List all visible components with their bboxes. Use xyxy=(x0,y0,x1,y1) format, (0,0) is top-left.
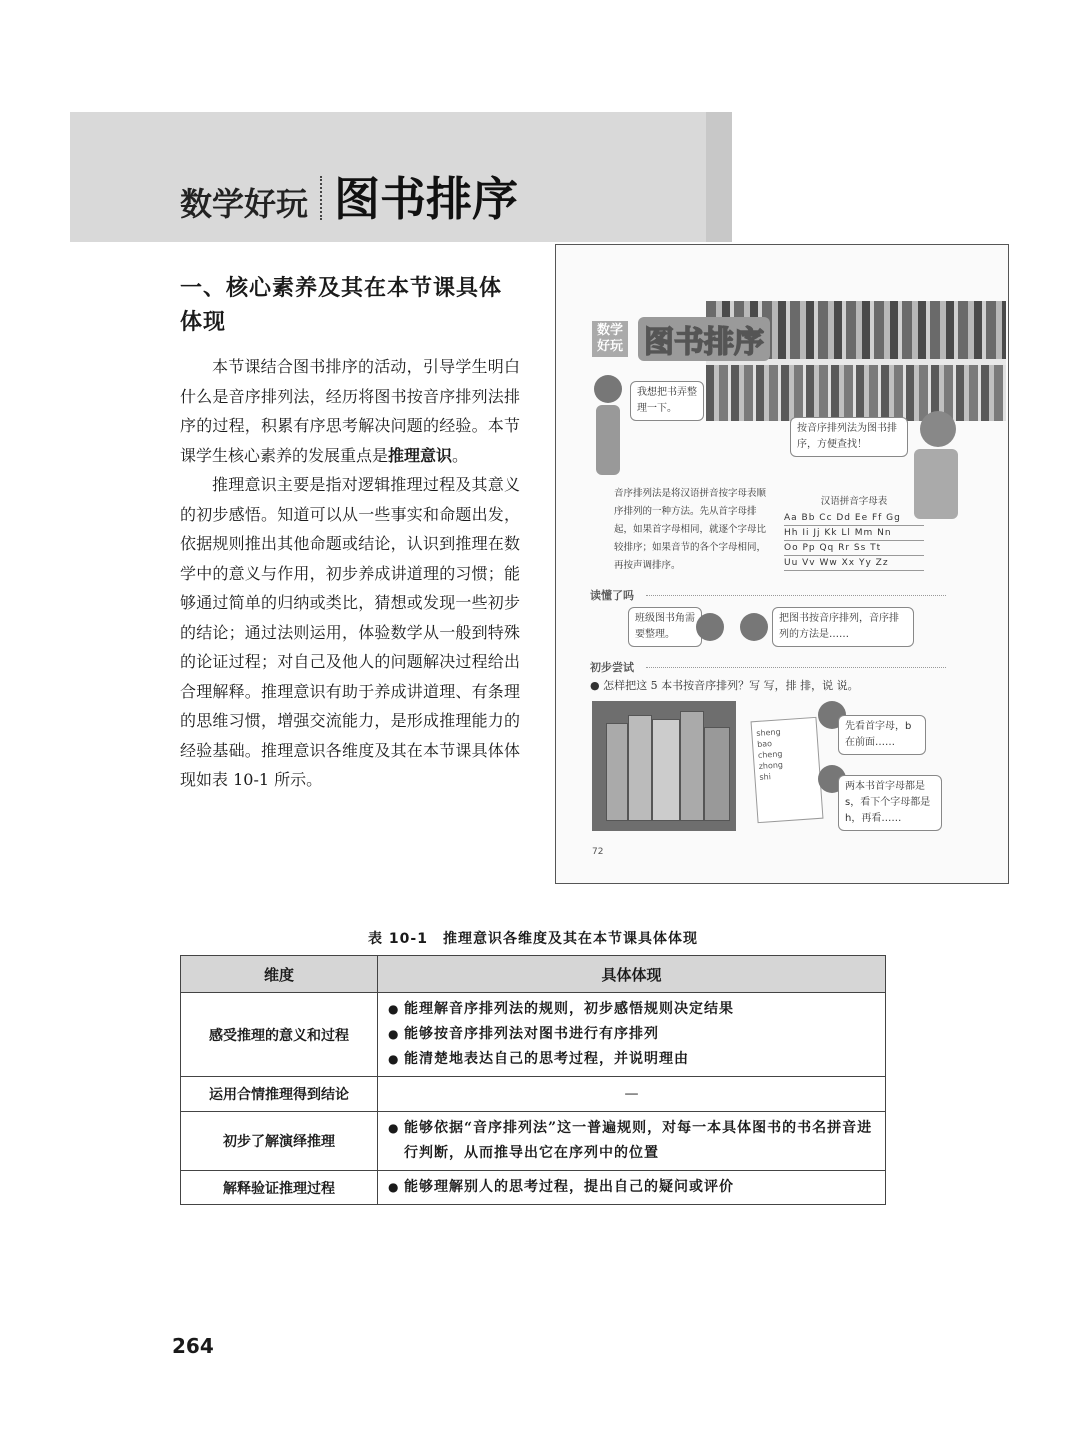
paragraph-2: 推理意识主要是指对逻辑推理过程及其意义的初步感悟。知道可以从一些事实和命题出发，依据规则推出其他命题或结论，认识到推理在数学中的意义与作用，初步养成讲道理的习惯；能够通过简单的归纳或类比，猜想或发现一些初步的结论；通过法则运用，体验数学从一般到特殊的论证过程；对自己及他人的问题解决过程给出合理解释。推理意识有助于养成讲道理、有条理的思维习惯，增强交流能力，是形成推理能力的经验基础。推理意识各维度及其在本节课具体体现如表 10-1 所示。 xyxy=(180,475,520,789)
header-dimension: 维度 xyxy=(181,956,378,993)
chapter-title-left: 数学好玩 xyxy=(180,185,309,223)
textbook-page-number: 72 xyxy=(592,847,604,857)
section-heading: 一、核心素养及其在本节课具体体现 xyxy=(180,276,503,335)
speech-bubble-2: 把图书按音序排列，音序排列的方法是…… xyxy=(772,607,914,647)
reasoning-table xyxy=(180,955,886,1205)
five-books-illustration xyxy=(592,701,736,831)
chapter-banner xyxy=(70,112,732,242)
textbook-question: ● 怎样把这 5 本书按音序排列？写 写，排 排，说 说。 xyxy=(590,679,859,692)
textbook-section-1: 读懂了吗 xyxy=(590,589,634,602)
table-row xyxy=(181,1171,886,1205)
banner-tab xyxy=(706,112,732,242)
alphabet-row: Oo Pp Qq Rr Ss Tt xyxy=(784,541,924,556)
speech-bubble-kid: 我想把书弄整理一下。 xyxy=(630,381,704,421)
alphabet-row: Hh Ii Jj Kk Ll Mm Nn xyxy=(784,526,924,541)
table-header-row xyxy=(181,956,886,993)
pinyin-item: bao xyxy=(756,738,773,750)
speech-bubble-4: 两本书首字母都是s，看下个字母都是h，再看…… xyxy=(838,775,942,831)
alphabet-row: Aa Bb Cc Dd Ee Ff Gg xyxy=(784,511,924,526)
textbook-title-text: 图书排序 xyxy=(638,317,770,361)
textbook-page-image xyxy=(555,244,1009,884)
textbook-title xyxy=(592,317,770,361)
dimension-cell: 运用合情推理得到结论 xyxy=(181,1077,378,1112)
text-column xyxy=(180,272,520,795)
header-detail: 具体体现 xyxy=(378,956,886,993)
table-caption: 表 10-1 推理意识各维度及其在本节课具体体现 xyxy=(368,931,698,947)
bullet-icon: ● xyxy=(388,1027,399,1041)
textbook-tag: 数学好玩 xyxy=(592,321,628,357)
speech-bubble-3: 先看首字母，b在前面…… xyxy=(838,715,926,755)
page-number: 264 xyxy=(172,1334,214,1358)
pinyin-item: shi xyxy=(759,772,772,782)
textbook-intro: 音序排列法是将汉语拼音按字母表顺序排列的一种方法。先从首字母排起，如果首字母相同，就逐个字母比较排序；如果音节的各个字母相同，再按声调排序。 xyxy=(614,488,767,571)
pinyin-note xyxy=(751,717,824,823)
pinyin-item: cheng xyxy=(757,749,783,760)
teacher-head-icon xyxy=(920,411,956,447)
chapter-title-right: 图书排序 xyxy=(334,172,519,226)
pinyin-item: sheng xyxy=(756,727,781,739)
paragraph-1 xyxy=(180,352,520,470)
detail-cell xyxy=(378,1112,886,1171)
boy-figure xyxy=(596,405,620,475)
list-item: ● 能够依据“音序排列法”这一普遍规则，对每一本具体图书的书名拼音进行判断，从而推导出它在序列中的位置 xyxy=(388,1116,875,1166)
key-term: 推理意识 xyxy=(388,445,453,465)
textbook-section-2: 初步尝试 xyxy=(590,661,634,674)
speech-bubble-1: 班级图书角需要整理。 xyxy=(628,607,702,647)
detail-cell: — xyxy=(378,1077,886,1112)
chapter-title xyxy=(180,172,519,226)
girl-head-icon xyxy=(696,613,724,641)
bullet-icon: ● xyxy=(388,1180,399,1194)
paragraph-1-end: 。 xyxy=(452,445,469,465)
table-row xyxy=(181,1077,886,1112)
dimension-cell: 感受推理的意义和过程 xyxy=(181,993,378,1077)
boy-head-icon-2 xyxy=(740,613,768,641)
paragraph-1-text: 本节课结合图书排序的活动，引导学生明白什么是音序排列法，经历将图书按音序排列法排序的过程，积累有序思考解决问题的经验。本节课学生核心素养的发展重点是 xyxy=(180,357,520,465)
table-row xyxy=(181,1112,886,1171)
dimension-cell: 初步了解演绎推理 xyxy=(181,1112,378,1171)
detail-cell xyxy=(378,993,886,1077)
alphabet-row: Uu Vv Ww Xx Yy Zz xyxy=(784,556,924,571)
bullet-icon: ● xyxy=(388,1121,399,1135)
list-item: ● 能够按音序排列法对图书进行有序排列 xyxy=(388,1022,875,1047)
list-item: ● 能理解音序排列法的规则，初步感悟规则决定结果 xyxy=(388,997,875,1022)
bullet-icon: ● xyxy=(388,1002,399,1016)
speech-bubble-teacher: 按音序排列法为图书排序，方便查找！ xyxy=(790,417,908,457)
alphabet-title: 汉语拼音字母表 xyxy=(820,496,888,507)
pinyin-item: zhong xyxy=(758,760,784,771)
table-row xyxy=(181,993,886,1077)
bullet-icon: ● xyxy=(388,1052,399,1066)
list-item: ● 能够理解别人的思考过程，提出自己的疑问或评价 xyxy=(388,1175,875,1200)
list-item: ● 能清楚地表达自己的思考过程，并说明理由 xyxy=(388,1047,875,1072)
dimension-cell: 解释验证推理过程 xyxy=(181,1171,378,1205)
title-divider xyxy=(320,176,322,220)
detail-cell xyxy=(378,1171,886,1205)
pinyin-alphabet-table xyxy=(784,493,924,571)
boy-head-icon xyxy=(594,375,622,403)
